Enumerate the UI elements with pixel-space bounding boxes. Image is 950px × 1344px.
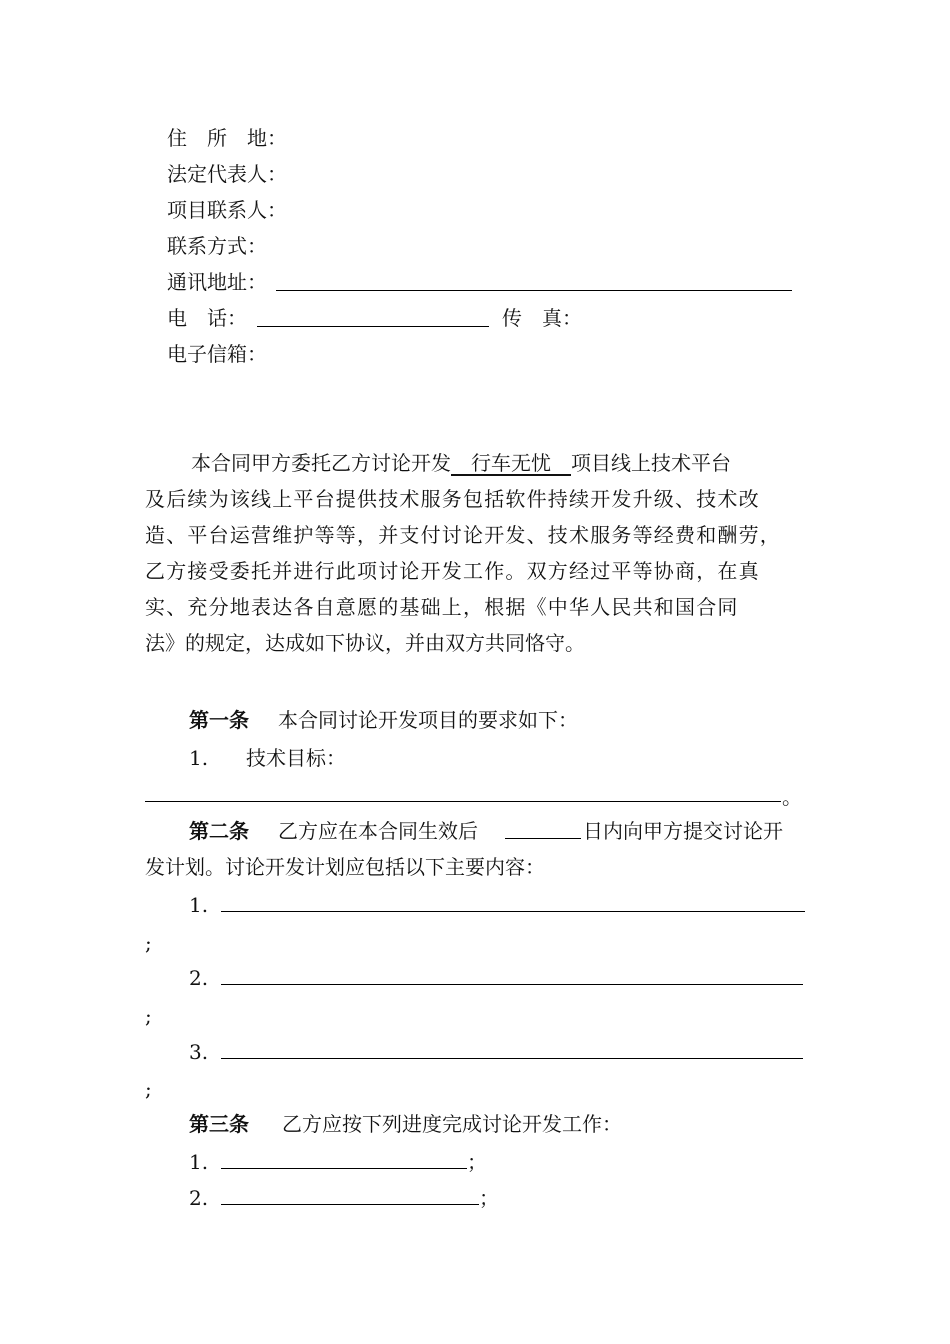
mailing-address-label: 通讯地址：: [167, 270, 267, 294]
contact-method-label: 联系方式：: [167, 234, 267, 258]
article3-item-1-semicolon: ；: [467, 1150, 487, 1174]
article2-item-3-semicolon: ;: [145, 1077, 152, 1101]
article2-text-b: 日内向甲方提交讨论开: [583, 819, 783, 843]
article3-item-2-blank: [221, 1204, 479, 1205]
project-name: 行车无忧: [451, 451, 571, 475]
fax-label: 传 真：: [502, 306, 582, 330]
article3-item-1-num: 1.: [189, 1150, 209, 1174]
phone-blank: [257, 326, 489, 327]
article2-item-1-num: 1.: [189, 893, 209, 917]
article1-end-mark: 。: [782, 785, 802, 809]
article2-item-2-blank: [221, 984, 803, 985]
preamble-line-6: 法》的规定，达成如下协议，并由双方共同恪守。: [145, 631, 585, 655]
preamble-line-1a: 本合同甲方委托乙方讨论开发: [191, 451, 451, 475]
article1-title: 第一条: [189, 708, 249, 732]
project-contact-label: 项目联系人：: [167, 198, 287, 222]
article2-item-3-num: 3.: [189, 1040, 209, 1064]
article2-text-a: 乙方应在本合同生效后: [278, 819, 478, 843]
preamble-line-1: [191, 451, 731, 475]
article2-days-blank: [505, 838, 581, 839]
article3-item-2-semicolon: ；: [479, 1186, 499, 1210]
legal-rep-label: 法定代表人：: [167, 162, 287, 186]
article2-item-3-blank: [221, 1058, 803, 1059]
email-label: 电子信箱：: [167, 342, 267, 366]
article1-item1-text: 技术目标：: [246, 746, 346, 770]
article2-line-2: 发计划。讨论开发计划应包括以下主要内容：: [145, 855, 545, 879]
mailing-address-blank: [276, 290, 792, 291]
article1-blank: [145, 801, 781, 802]
preamble-line-5: 实、充分地表达各自意愿的基础上，根据《中华人民共和国合同: [145, 595, 739, 619]
preamble-line-3: 造、平台运营维护等等，并支付讨论开发、技术服务等经费和酬劳，: [145, 523, 781, 547]
article2-item-1-semicolon: ;: [145, 931, 152, 955]
article3-item-2-num: 2.: [189, 1186, 209, 1210]
preamble-line-1b: 项目线上技术平台: [571, 451, 731, 475]
article2-item-2-semicolon: ;: [145, 1004, 152, 1028]
article1-item1-num: 1.: [189, 746, 209, 770]
preamble-line-4: 乙方接受委托并进行此项讨论开发工作。双方经过平等协商，在真: [145, 559, 760, 583]
article3-text: 乙方应按下列进度完成讨论开发工作：: [282, 1112, 622, 1136]
article2-item-1-blank: [221, 911, 805, 912]
article3-title: 第三条: [189, 1112, 249, 1136]
article3-item-1-blank: [221, 1168, 467, 1169]
article2-title: 第二条: [189, 819, 249, 843]
preamble-line-2: 及后续为该线上平台提供技术服务包括软件持续开发升级、技术改: [145, 487, 760, 511]
phone-label: 电 话：: [167, 306, 247, 330]
address-label: 住 所 地：: [167, 126, 287, 150]
article1-text: 本合同讨论开发项目的要求如下：: [278, 708, 578, 732]
article2-item-2-num: 2.: [189, 966, 209, 990]
